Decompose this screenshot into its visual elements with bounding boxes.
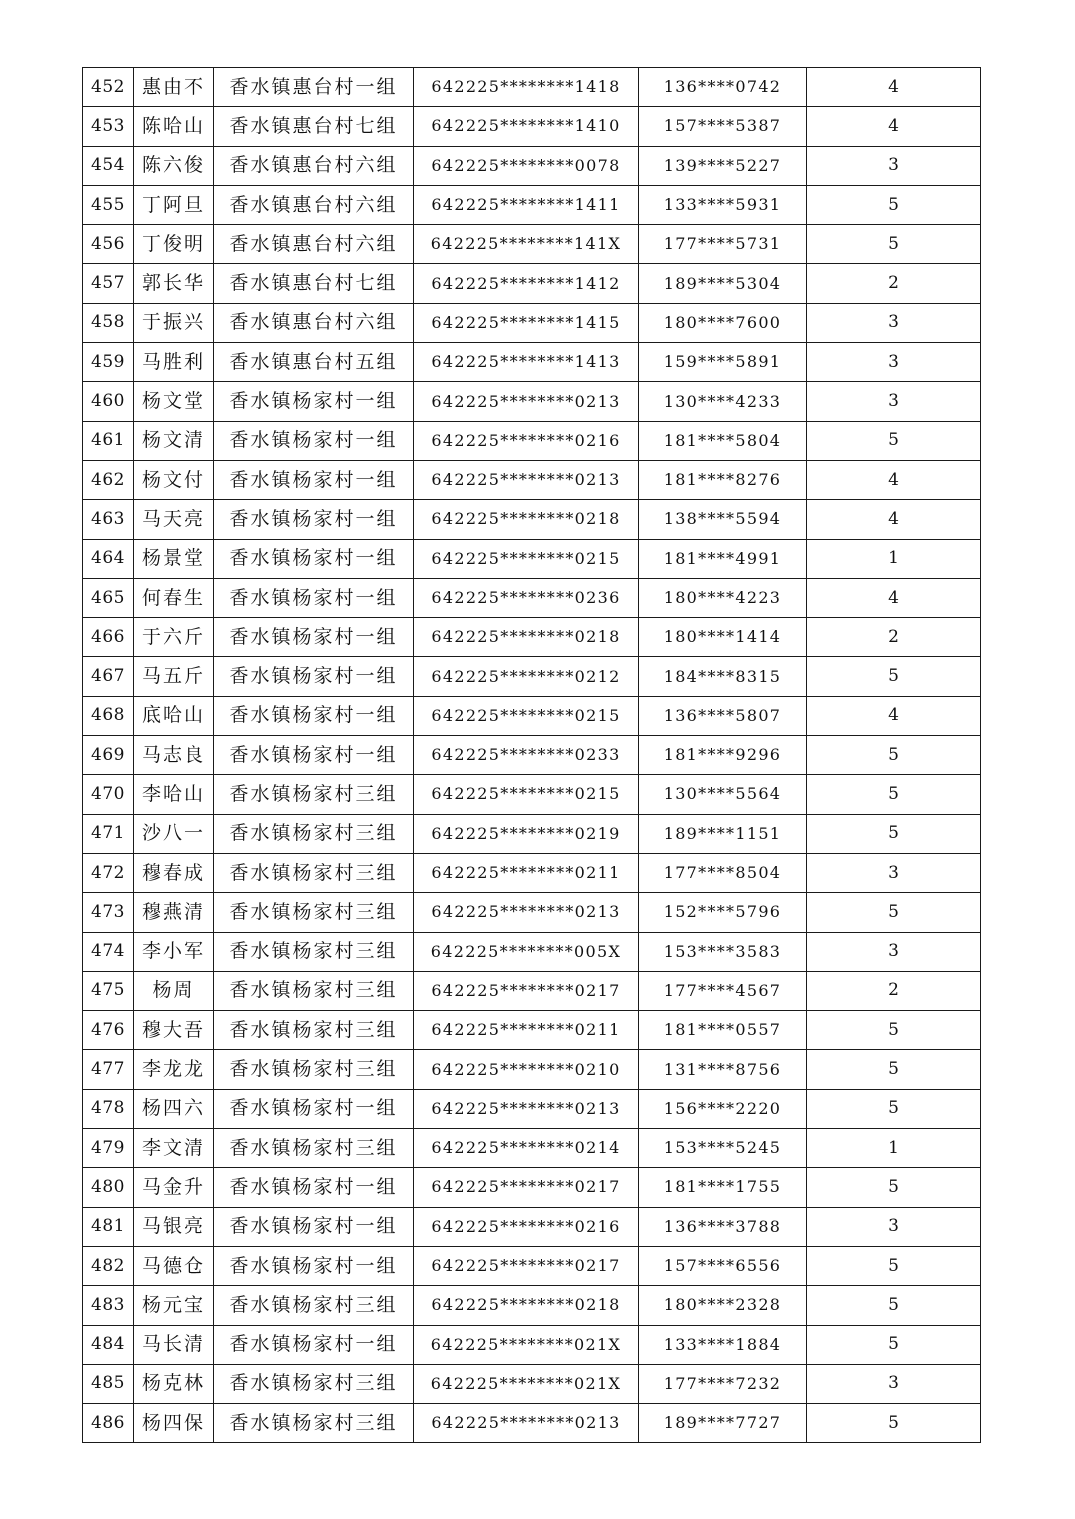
row-number-cell: 470 <box>83 775 134 814</box>
household-count-cell: 3 <box>807 1364 981 1403</box>
id-number-cell: 642225********0211 <box>414 853 639 892</box>
address-cell: 香水镇杨家村三组 <box>214 1286 414 1325</box>
table-row <box>83 618 981 657</box>
row-number-cell: 469 <box>83 736 134 775</box>
address-cell: 香水镇惠台村六组 <box>214 225 414 264</box>
row-number-cell: 462 <box>83 460 134 499</box>
id-number-cell: 642225********0236 <box>414 578 639 617</box>
table-row <box>83 1325 981 1364</box>
row-number-cell: 484 <box>83 1325 134 1364</box>
name-cell: 杨文付 <box>134 460 214 499</box>
household-count-cell: 3 <box>807 343 981 382</box>
table-row <box>83 893 981 932</box>
household-count-cell: 3 <box>807 1207 981 1246</box>
household-count-cell: 4 <box>807 68 981 107</box>
phone-cell: 177****4567 <box>639 971 807 1010</box>
household-count-cell: 4 <box>807 500 981 539</box>
phone-cell: 136****0742 <box>639 68 807 107</box>
table-row <box>83 146 981 185</box>
row-number-cell: 467 <box>83 657 134 696</box>
phone-cell: 133****1884 <box>639 1325 807 1364</box>
household-count-cell: 5 <box>807 1286 981 1325</box>
row-number-cell: 463 <box>83 500 134 539</box>
phone-cell: 180****2328 <box>639 1286 807 1325</box>
row-number-cell: 486 <box>83 1404 134 1443</box>
id-number-cell: 642225********0233 <box>414 736 639 775</box>
address-cell: 香水镇杨家村一组 <box>214 421 414 460</box>
address-cell: 香水镇杨家村一组 <box>214 578 414 617</box>
row-number-cell: 458 <box>83 303 134 342</box>
address-cell: 香水镇杨家村一组 <box>214 1246 414 1285</box>
phone-cell: 138****5594 <box>639 500 807 539</box>
household-count-cell: 2 <box>807 618 981 657</box>
name-cell: 杨周 <box>134 971 214 1010</box>
id-number-cell: 642225********1415 <box>414 303 639 342</box>
id-number-cell: 642225********0215 <box>414 539 639 578</box>
row-number-cell: 478 <box>83 1089 134 1128</box>
phone-cell: 181****4991 <box>639 539 807 578</box>
roster-body <box>83 68 981 1443</box>
address-cell: 香水镇惠台村七组 <box>214 107 414 146</box>
id-number-cell: 642225********021X <box>414 1364 639 1403</box>
name-cell: 马长清 <box>134 1325 214 1364</box>
table-row <box>83 225 981 264</box>
household-count-cell: 5 <box>807 1246 981 1285</box>
name-cell: 惠由不 <box>134 68 214 107</box>
id-number-cell: 642225********0213 <box>414 460 639 499</box>
household-count-cell: 4 <box>807 696 981 735</box>
row-number-cell: 452 <box>83 68 134 107</box>
table-row <box>83 971 981 1010</box>
id-number-cell: 642225********1411 <box>414 185 639 224</box>
table-row <box>83 107 981 146</box>
table-row <box>83 736 981 775</box>
row-number-cell: 482 <box>83 1246 134 1285</box>
name-cell: 于六斤 <box>134 618 214 657</box>
row-number-cell: 477 <box>83 1050 134 1089</box>
row-number-cell: 459 <box>83 343 134 382</box>
row-number-cell: 457 <box>83 264 134 303</box>
phone-cell: 139****5227 <box>639 146 807 185</box>
id-number-cell: 642225********0218 <box>414 500 639 539</box>
table-row <box>83 932 981 971</box>
table-row <box>83 1207 981 1246</box>
id-number-cell: 642225********1412 <box>414 264 639 303</box>
address-cell: 香水镇杨家村一组 <box>214 696 414 735</box>
phone-cell: 181****5804 <box>639 421 807 460</box>
phone-cell: 180****1414 <box>639 618 807 657</box>
id-number-cell: 642225********0218 <box>414 618 639 657</box>
id-number-cell: 642225********141X <box>414 225 639 264</box>
household-count-cell: 1 <box>807 1129 981 1168</box>
id-number-cell: 642225********0217 <box>414 1168 639 1207</box>
row-number-cell: 474 <box>83 932 134 971</box>
household-count-cell: 3 <box>807 303 981 342</box>
table-row <box>83 303 981 342</box>
id-number-cell: 642225********0215 <box>414 775 639 814</box>
table-row <box>83 1286 981 1325</box>
phone-cell: 189****7727 <box>639 1404 807 1443</box>
phone-cell: 181****0557 <box>639 1011 807 1050</box>
id-number-cell: 642225********0218 <box>414 1286 639 1325</box>
address-cell: 香水镇杨家村一组 <box>214 500 414 539</box>
id-number-cell: 642225********0217 <box>414 1246 639 1285</box>
roster-table <box>82 67 981 1443</box>
id-number-cell: 642225********0219 <box>414 814 639 853</box>
name-cell: 穆燕清 <box>134 893 214 932</box>
id-number-cell: 642225********005X <box>414 932 639 971</box>
name-cell: 李龙龙 <box>134 1050 214 1089</box>
id-number-cell: 642225********021X <box>414 1325 639 1364</box>
id-number-cell: 642225********0216 <box>414 421 639 460</box>
phone-cell: 130****4233 <box>639 382 807 421</box>
name-cell: 李哈山 <box>134 775 214 814</box>
phone-cell: 189****1151 <box>639 814 807 853</box>
address-cell: 香水镇杨家村一组 <box>214 1089 414 1128</box>
name-cell: 杨克林 <box>134 1364 214 1403</box>
household-count-cell: 5 <box>807 1089 981 1128</box>
table-row <box>83 696 981 735</box>
address-cell: 香水镇杨家村三组 <box>214 971 414 1010</box>
address-cell: 香水镇杨家村三组 <box>214 775 414 814</box>
name-cell: 杨四六 <box>134 1089 214 1128</box>
name-cell: 杨文清 <box>134 421 214 460</box>
row-number-cell: 476 <box>83 1011 134 1050</box>
table-row <box>83 1246 981 1285</box>
row-number-cell: 485 <box>83 1364 134 1403</box>
phone-cell: 181****8276 <box>639 460 807 499</box>
id-number-cell: 642225********0215 <box>414 696 639 735</box>
address-cell: 香水镇惠台村一组 <box>214 68 414 107</box>
name-cell: 李文清 <box>134 1129 214 1168</box>
household-count-cell: 5 <box>807 775 981 814</box>
address-cell: 香水镇杨家村三组 <box>214 1129 414 1168</box>
address-cell: 香水镇杨家村一组 <box>214 618 414 657</box>
name-cell: 李小军 <box>134 932 214 971</box>
phone-cell: 153****3583 <box>639 932 807 971</box>
table-row <box>83 460 981 499</box>
table-row <box>83 382 981 421</box>
id-number-cell: 642225********0213 <box>414 382 639 421</box>
household-count-cell: 1 <box>807 539 981 578</box>
name-cell: 杨文堂 <box>134 382 214 421</box>
address-cell: 香水镇惠台村五组 <box>214 343 414 382</box>
name-cell: 杨四保 <box>134 1404 214 1443</box>
row-number-cell: 473 <box>83 893 134 932</box>
household-count-cell: 4 <box>807 460 981 499</box>
id-number-cell: 642225********0213 <box>414 1404 639 1443</box>
table-row <box>83 775 981 814</box>
id-number-cell: 642225********1413 <box>414 343 639 382</box>
table-row <box>83 657 981 696</box>
row-number-cell: 453 <box>83 107 134 146</box>
row-number-cell: 456 <box>83 225 134 264</box>
name-cell: 杨景堂 <box>134 539 214 578</box>
name-cell: 马胜利 <box>134 343 214 382</box>
phone-cell: 177****8504 <box>639 853 807 892</box>
household-count-cell: 5 <box>807 225 981 264</box>
row-number-cell: 480 <box>83 1168 134 1207</box>
household-count-cell: 2 <box>807 264 981 303</box>
address-cell: 香水镇惠台村六组 <box>214 303 414 342</box>
table-row <box>83 539 981 578</box>
phone-cell: 131****8756 <box>639 1050 807 1089</box>
id-number-cell: 642225********0217 <box>414 971 639 1010</box>
name-cell: 马金升 <box>134 1168 214 1207</box>
address-cell: 香水镇杨家村三组 <box>214 893 414 932</box>
row-number-cell: 481 <box>83 1207 134 1246</box>
phone-cell: 181****1755 <box>639 1168 807 1207</box>
household-count-cell: 5 <box>807 736 981 775</box>
row-number-cell: 468 <box>83 696 134 735</box>
address-cell: 香水镇杨家村一组 <box>214 382 414 421</box>
household-count-cell: 2 <box>807 971 981 1010</box>
id-number-cell: 642225********0213 <box>414 893 639 932</box>
household-count-cell: 5 <box>807 1168 981 1207</box>
address-cell: 香水镇杨家村一组 <box>214 1168 414 1207</box>
id-number-cell: 642225********0078 <box>414 146 639 185</box>
phone-cell: 136****3788 <box>639 1207 807 1246</box>
id-number-cell: 642225********1418 <box>414 68 639 107</box>
table-row <box>83 185 981 224</box>
row-number-cell: 475 <box>83 971 134 1010</box>
phone-cell: 177****7232 <box>639 1364 807 1403</box>
phone-cell: 157****6556 <box>639 1246 807 1285</box>
household-count-cell: 5 <box>807 814 981 853</box>
address-cell: 香水镇杨家村一组 <box>214 1207 414 1246</box>
id-number-cell: 642225********0212 <box>414 657 639 696</box>
phone-cell: 180****4223 <box>639 578 807 617</box>
row-number-cell: 465 <box>83 578 134 617</box>
address-cell: 香水镇杨家村一组 <box>214 736 414 775</box>
table-row <box>83 578 981 617</box>
id-number-cell: 642225********0210 <box>414 1050 639 1089</box>
phone-cell: 184****8315 <box>639 657 807 696</box>
table-row <box>83 68 981 107</box>
address-cell: 香水镇杨家村三组 <box>214 932 414 971</box>
address-cell: 香水镇杨家村一组 <box>214 657 414 696</box>
phone-cell: 177****5731 <box>639 225 807 264</box>
address-cell: 香水镇杨家村一组 <box>214 460 414 499</box>
household-count-cell: 5 <box>807 1325 981 1364</box>
phone-cell: 189****5304 <box>639 264 807 303</box>
household-count-cell: 5 <box>807 421 981 460</box>
address-cell: 香水镇惠台村七组 <box>214 264 414 303</box>
id-number-cell: 642225********0214 <box>414 1129 639 1168</box>
name-cell: 丁阿旦 <box>134 185 214 224</box>
address-cell: 香水镇杨家村三组 <box>214 814 414 853</box>
phone-cell: 152****5796 <box>639 893 807 932</box>
name-cell: 杨元宝 <box>134 1286 214 1325</box>
id-number-cell: 642225********1410 <box>414 107 639 146</box>
household-count-cell: 3 <box>807 932 981 971</box>
household-count-cell: 5 <box>807 1011 981 1050</box>
id-number-cell: 642225********0213 <box>414 1089 639 1128</box>
address-cell: 香水镇杨家村三组 <box>214 1364 414 1403</box>
household-count-cell: 5 <box>807 1404 981 1443</box>
address-cell: 香水镇杨家村三组 <box>214 1050 414 1089</box>
table-row <box>83 421 981 460</box>
row-number-cell: 454 <box>83 146 134 185</box>
phone-cell: 156****2220 <box>639 1089 807 1128</box>
phone-cell: 180****7600 <box>639 303 807 342</box>
address-cell: 香水镇杨家村三组 <box>214 853 414 892</box>
household-count-cell: 3 <box>807 853 981 892</box>
row-number-cell: 483 <box>83 1286 134 1325</box>
phone-cell: 181****9296 <box>639 736 807 775</box>
name-cell: 马银亮 <box>134 1207 214 1246</box>
household-count-cell: 5 <box>807 657 981 696</box>
row-number-cell: 460 <box>83 382 134 421</box>
name-cell: 丁俊明 <box>134 225 214 264</box>
household-count-cell: 5 <box>807 1050 981 1089</box>
name-cell: 马天亮 <box>134 500 214 539</box>
id-number-cell: 642225********0211 <box>414 1011 639 1050</box>
phone-cell: 153****5245 <box>639 1129 807 1168</box>
address-cell: 香水镇杨家村三组 <box>214 1404 414 1443</box>
address-cell: 香水镇杨家村一组 <box>214 1325 414 1364</box>
name-cell: 于振兴 <box>134 303 214 342</box>
name-cell: 马德仓 <box>134 1246 214 1285</box>
row-number-cell: 466 <box>83 618 134 657</box>
row-number-cell: 472 <box>83 853 134 892</box>
name-cell: 马五斤 <box>134 657 214 696</box>
table-row <box>83 1011 981 1050</box>
phone-cell: 130****5564 <box>639 775 807 814</box>
address-cell: 香水镇杨家村一组 <box>214 539 414 578</box>
table-row <box>83 1050 981 1089</box>
row-number-cell: 461 <box>83 421 134 460</box>
household-count-cell: 5 <box>807 893 981 932</box>
address-cell: 香水镇惠台村六组 <box>214 185 414 224</box>
row-number-cell: 479 <box>83 1129 134 1168</box>
row-number-cell: 464 <box>83 539 134 578</box>
table-row <box>83 1404 981 1443</box>
phone-cell: 157****5387 <box>639 107 807 146</box>
address-cell: 香水镇杨家村三组 <box>214 1011 414 1050</box>
household-count-cell: 3 <box>807 146 981 185</box>
table-row <box>83 814 981 853</box>
table-row <box>83 1129 981 1168</box>
table-row <box>83 343 981 382</box>
phone-cell: 133****5931 <box>639 185 807 224</box>
table-row <box>83 264 981 303</box>
name-cell: 何春生 <box>134 578 214 617</box>
row-number-cell: 471 <box>83 814 134 853</box>
household-count-cell: 5 <box>807 185 981 224</box>
name-cell: 底哈山 <box>134 696 214 735</box>
name-cell: 陈哈山 <box>134 107 214 146</box>
table-row <box>83 853 981 892</box>
address-cell: 香水镇惠台村六组 <box>214 146 414 185</box>
household-count-cell: 3 <box>807 382 981 421</box>
table-row <box>83 1089 981 1128</box>
table-row <box>83 1364 981 1403</box>
name-cell: 穆大吾 <box>134 1011 214 1050</box>
household-count-cell: 4 <box>807 578 981 617</box>
id-number-cell: 642225********0216 <box>414 1207 639 1246</box>
name-cell: 马志良 <box>134 736 214 775</box>
name-cell: 穆春成 <box>134 853 214 892</box>
phone-cell: 136****5807 <box>639 696 807 735</box>
name-cell: 沙八一 <box>134 814 214 853</box>
phone-cell: 159****5891 <box>639 343 807 382</box>
household-count-cell: 4 <box>807 107 981 146</box>
name-cell: 郭长华 <box>134 264 214 303</box>
table-row <box>83 500 981 539</box>
name-cell: 陈六俊 <box>134 146 214 185</box>
table-row <box>83 1168 981 1207</box>
row-number-cell: 455 <box>83 185 134 224</box>
